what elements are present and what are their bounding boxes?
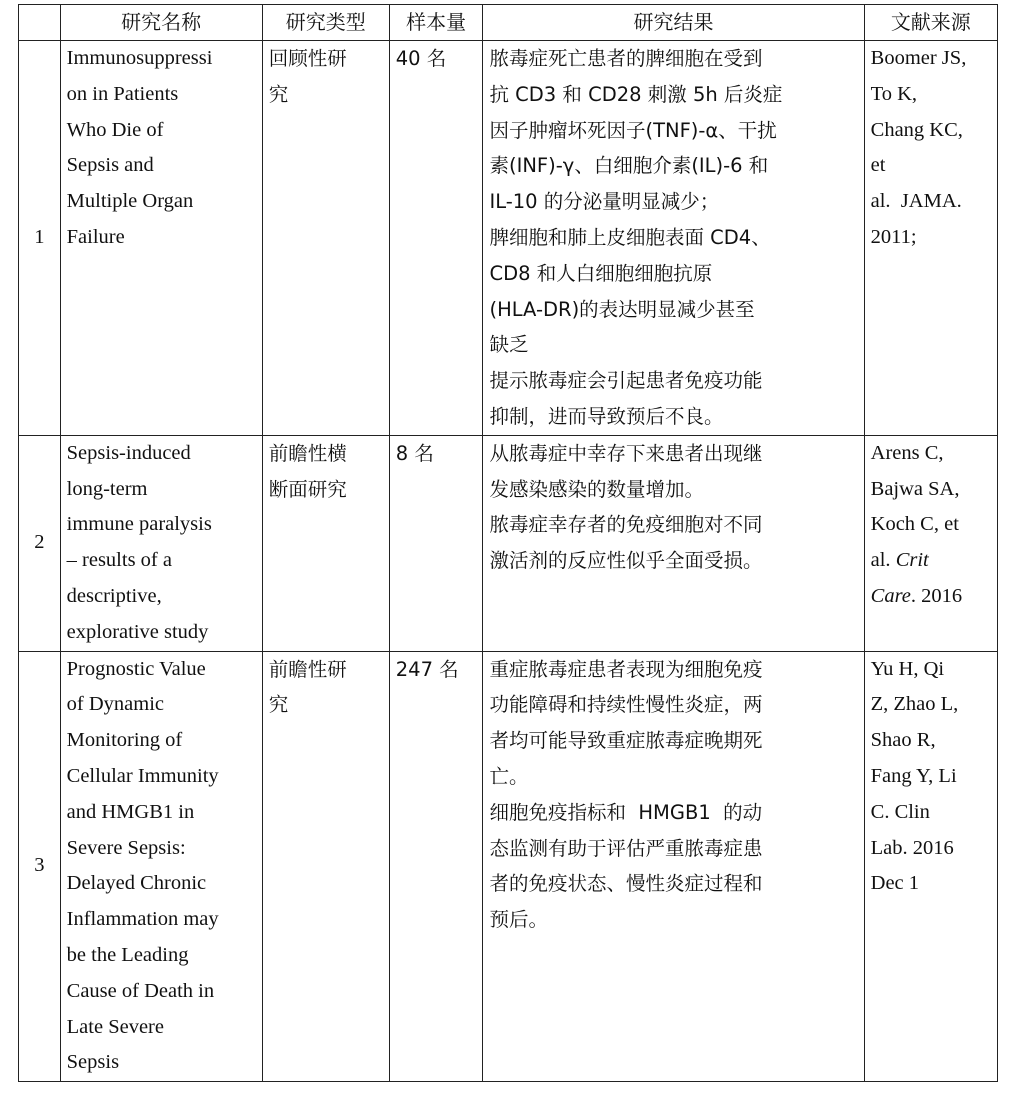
row-number: 2 — [19, 435, 61, 651]
study-name-line: Multiple Organ — [66, 190, 194, 213]
result-line: (HLA-DR)的表达明显减少甚至 — [489, 297, 755, 321]
study-name-line: Sepsis-induced — [66, 441, 191, 464]
result-line: 提示脓毒症会引起患者免疫功能 — [489, 369, 763, 393]
study-name-line: Cause of Death in — [66, 979, 215, 1002]
source-line: Yu H, Qi — [870, 657, 945, 680]
table-row — [19, 651, 998, 1082]
study-name-line: Sepsis — [66, 1051, 120, 1074]
source-cell — [864, 435, 997, 651]
result-line: CD8 和人白细胞细胞抗原 — [489, 261, 713, 285]
study-name-line: Inflammation may — [66, 908, 219, 931]
study-type-line: 前瞻性研 — [268, 657, 347, 681]
study-type-cell — [262, 41, 389, 436]
study-result-cell — [483, 41, 864, 436]
source-line: Fang Y, Li — [870, 764, 957, 787]
table-row — [19, 41, 998, 436]
result-line: IL-10 的分泌量明显减少； — [489, 190, 720, 214]
study-name-cell — [60, 651, 262, 1082]
result-line: 脓毒症死亡患者的脾细胞在受到 — [489, 47, 763, 70]
source-line: Boomer JS, — [870, 47, 967, 69]
study-name-line: Immunosuppressi — [66, 47, 213, 69]
row-number: 1 — [19, 41, 61, 436]
header-index — [19, 5, 61, 41]
result-line: 者的免疫状态、慢性炎症过程和 — [489, 872, 763, 896]
row-number: 3 — [19, 651, 61, 1082]
study-name-line: long-term — [66, 477, 148, 500]
study-name-line: on in Patients — [66, 82, 179, 105]
sample-size-cell: 8 名 — [389, 435, 483, 651]
study-name-line: Late Severe — [66, 1015, 164, 1038]
study-name-line: be the Leading — [66, 943, 189, 966]
study-type-cell — [262, 651, 389, 1082]
study-name-line: Severe Sepsis: — [66, 836, 186, 859]
source-line — [871, 579, 991, 615]
study-type-line: 究 — [268, 82, 289, 106]
header-study-name: 研究名称 — [60, 5, 262, 41]
study-result-cell — [483, 435, 864, 651]
source-line: Lab. 2016 — [870, 836, 954, 859]
study-type-line: 断面研究 — [268, 477, 347, 501]
source-line — [871, 543, 991, 579]
result-line: 因子肿瘤坏死因子(TNF)-α、干扰 — [489, 118, 777, 142]
source-line: Shao R, — [870, 729, 936, 752]
study-type-line: 回顾性研 — [268, 47, 347, 70]
study-name-line: immune paralysis — [66, 513, 212, 536]
study-name-line: Who Die of — [66, 118, 164, 141]
sample-size-cell: 247 名 — [389, 651, 483, 1082]
source-cell — [864, 651, 997, 1082]
study-name-line: Prognostic Value — [66, 657, 206, 680]
source-line: 2011; — [870, 225, 917, 248]
source-line: et — [870, 154, 886, 177]
result-line: 抗 CD3 和 CD28 刺激 5h 后炎症 — [489, 82, 783, 106]
source-line: al. JAMA. — [870, 190, 962, 213]
source-journal: Crit — [895, 549, 929, 572]
result-line: 功能障碍和持续性慢性炎症，两 — [489, 693, 763, 717]
result-line: 亡。 — [489, 764, 529, 788]
source-al: al. — [870, 549, 896, 572]
source-line: Z, Zhao L, — [870, 693, 959, 716]
source-line: Koch C, et — [870, 513, 959, 536]
source-line: Chang KC, — [870, 118, 963, 141]
source-line: Bajwa SA, — [870, 477, 960, 500]
table-row — [19, 435, 998, 651]
study-name-line: and HMGB1 in — [66, 800, 195, 823]
result-line: 发感染感染的数量增加。 — [489, 477, 704, 501]
study-name-line: Monitoring of — [66, 729, 183, 752]
result-line: 缺乏 — [489, 333, 529, 357]
study-name-line: – results of a — [66, 549, 172, 572]
study-name-line: Cellular Immunity — [66, 764, 219, 787]
study-name-line: explorative study — [66, 620, 209, 643]
study-type-cell — [262, 435, 389, 651]
header-sample-size: 样本量 — [389, 5, 483, 41]
source-year: . 2016 — [910, 584, 963, 607]
result-line: 脓毒症幸存者的免疫细胞对不同 — [489, 513, 763, 537]
study-type-line: 前瞻性横 — [268, 441, 347, 465]
study-name-line: of Dynamic — [66, 693, 165, 716]
source-line: Dec 1 — [870, 872, 920, 895]
table-header-row — [19, 5, 998, 41]
study-result-cell — [483, 651, 864, 1082]
result-line: 预后。 — [489, 908, 548, 932]
result-line: 细胞免疫指标和 HMGB1 的动 — [489, 800, 763, 824]
study-name-line: Delayed Chronic — [66, 872, 207, 895]
literature-table — [18, 4, 998, 1082]
study-name-line: Sepsis and — [66, 154, 154, 177]
header-study-result: 研究结果 — [483, 5, 864, 41]
result-line: 素(INF)-γ、白细胞介素(IL)-6 和 — [489, 154, 769, 178]
result-line: 重症脓毒症患者表现为细胞免疫 — [489, 657, 763, 681]
result-line: 激活剂的反应性似乎全面受损。 — [489, 549, 763, 573]
source-line: To K, — [870, 82, 918, 105]
result-line: 脾细胞和肺上皮细胞表面 CD4、 — [489, 225, 771, 249]
result-line: 态监测有助于评估严重脓毒症患 — [489, 836, 763, 860]
study-name-line: descriptive, — [66, 584, 162, 607]
header-study-type: 研究类型 — [262, 5, 389, 41]
result-line: 从脓毒症中幸存下来患者出现继 — [489, 441, 763, 465]
result-line: 抑制，进而导致预后不良。 — [489, 404, 724, 428]
source-journal: Care — [870, 584, 911, 607]
study-type-line: 究 — [268, 693, 289, 717]
source-line: C. Clin — [870, 800, 930, 823]
source-cell — [864, 41, 997, 436]
result-line: 者均可能导致重症脓毒症晚期死 — [489, 729, 763, 753]
header-source: 文献来源 — [864, 5, 997, 41]
study-name-cell — [60, 41, 262, 436]
sample-size-cell: 40 名 — [389, 41, 483, 436]
study-name-cell — [60, 435, 262, 651]
study-name-line: Failure — [66, 225, 125, 248]
source-line: Arens C, — [870, 441, 944, 464]
